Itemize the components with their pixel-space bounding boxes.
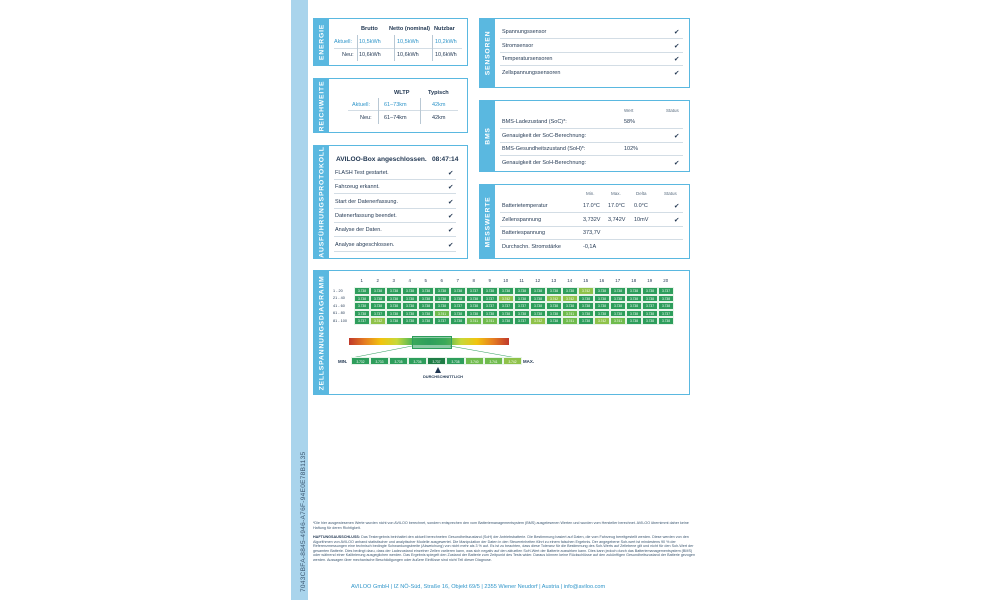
cell-voltage: 3.737 [370,310,386,318]
zell-panel [313,270,690,395]
energie-tab: ENERGIE [314,19,329,65]
grid-column-number: 6 [440,278,443,283]
cell-voltage: 3.737 [642,302,658,310]
reichweite-value: 61–74km [384,115,407,121]
protokoll-step: Fahrzeug erkannt. [335,184,380,191]
energie-value: 10,6kWh [359,52,381,58]
grid-column-number: 7 [456,278,459,283]
energie-value: 10,2kWh [435,39,457,45]
cell-voltage: 3.738 [386,287,402,295]
cell-voltage: 3.738 [354,287,370,295]
cell-voltage: 3.738 [386,310,402,318]
sensor-item: Spannungssensor [502,29,547,35]
reichweite-row-label: Aktuell: [352,102,371,108]
divider [334,208,456,209]
divider [394,35,395,61]
cell-voltage: 3.738 [450,287,466,295]
scale-value: 3.736 [408,357,427,365]
energie-col-nutzbar: Nutzbar [434,26,455,32]
divider [334,48,462,49]
messwerte-row-label: Batteriespannung [502,230,546,236]
bms-row-label: BMS-Gesundheitszustand (SoH)*: [502,146,586,152]
bms-row-value: 102% [624,146,639,152]
energie-value: 10,5kWh [359,39,381,45]
cell-voltage: 3.737 [354,317,370,325]
divider [500,226,683,227]
divider [334,251,456,252]
check-icon: ✔ [674,56,680,63]
grid-column-number: 12 [535,278,541,283]
reichweite-panel [313,78,468,133]
cell-voltage: 3.737 [498,302,514,310]
cell-voltage: 3.737 [434,317,450,325]
cell-voltage: 3.738 [354,302,370,310]
bms-row-label: Genauigkeit der SoH-Berechnung: [502,159,587,166]
energie-row-label: Aktuell: [334,39,353,45]
cell-voltage: 3.738 [370,287,386,295]
bms-col-wert: Wert [624,108,634,113]
messwerte-col-delta: Delta [636,191,647,196]
cell-voltage: 3.738 [498,310,514,318]
cell-voltage: 3.738 [578,317,594,325]
cell-voltage: 3.738 [562,287,578,295]
disclaimer-text: Das Testergebnis beinhaltet den aktuell berechneten Gesundheitszustand (SoH) der Antriebsbatterie. Die Bestimmung basiert auf Daten, die vom Fahrzeug bereitgestellt werden. Diese werden von den Algorithmen von AVILOO anhand statistischer und analytischer Modelle ausgewertet. Die Manipulation der Daten in den Steuereinheiten führt zu einem falschen Ergebnis. Der angegebene Soh-wert ist mindestens 90 % der Referenzmessungen eine technisch bedingte Schwankungsbreite (Abweichung) von nicht mehr als 3 % auf. Es ist zu beachten, dass diese Toleranz für die Bestimmung des Soh-Werts auf Zellebene gilt und nicht für den Soh-Wert der gesamten Batterie. Dies bedingt dazu, dass der Ladezustand einzelner Zellen variieren kann, was sich negativ auf den aktuellen SoH-Wert der Batterie auswirken kann. Dies kann jedoch durch das Batteriemanagementsystem (BMS) oder während einer Kalibrierung ausgeglichen werden. Das Ergebnis spiegelt den Zustand der Batterie zum Zeitpunkt des Tests wider. Daraus können keine Rückschlüsse auf den zukünftigen Gesundheitszustand der Batterie gezogen werden. Aussagen über mechanische Beschädigungen oder äußere Einflüsse sind nicht Teil dieser Diagnose. [313,535,696,562]
messwerte-col-min: Min. [586,191,595,196]
messwerte-tab: MESSWERTE [480,185,495,258]
messwerte-row-label: Batterietemperatur [502,203,548,209]
sensor-item: Zellspannungssensoren [502,69,561,76]
protokoll-panel [313,145,468,259]
grid-column-number: 16 [599,278,605,283]
protokoll-step: FLASH Test gestartet. [335,170,389,176]
protokoll-step: Datenerfassung beendet. [335,212,397,219]
cell-voltage: 3.738 [434,295,450,303]
sensor-item: Stromsensor [502,42,534,49]
cell-voltage: 3.738 [402,302,418,310]
protokoll-step: Analyse abgeschlossen. [335,241,395,248]
check-icon: ✔ [674,216,680,224]
cell-voltage: 3.741 [466,317,482,325]
divider [334,179,456,180]
cell-voltage: 3.737 [482,295,498,303]
cell-voltage: 3.737 [658,310,674,318]
messwerte-delta: 0.0°C [634,203,648,209]
cell-voltage: 3.738 [418,302,434,310]
cell-voltage: 3.741 [562,310,578,318]
bms-row-label: BMS-Ladezustand (SoC)*: [502,119,567,125]
grid-column-number: 8 [472,278,475,283]
scale-max-label: MAX. [523,359,534,364]
reichweite-col-wltp: WLTP [394,90,410,96]
divider [500,239,683,240]
reichweite-row-label: Neu: [360,115,372,121]
bms-row-value: 58% [624,119,636,125]
protokoll-step: Analyse der Daten. [335,227,382,234]
grid-row-label: 1 - 20 [333,288,343,293]
cell-voltage: 3.741 [434,310,450,318]
cell-voltage: 3.738 [418,287,434,295]
cell-voltage: 3.738 [466,302,482,310]
grid-row-label: 81 - 100 [333,318,347,323]
cell-voltage: 3.738 [530,310,546,318]
cell-voltage: 3.738 [354,310,370,318]
messwerte-max: 17.0°C [608,203,625,209]
energie-col-netto: Netto (nominal) [389,26,431,32]
check-icon: ✔ [674,69,680,77]
grid-row-label: 21 - 40 [333,296,345,300]
grid-column-number: 9 [488,278,491,283]
cell-voltage: 3.741 [482,317,498,325]
energie-col-brutto: Brutto [361,26,378,32]
grid-column-number: 1 [360,278,363,283]
protokoll-time: 08:47:14 [432,156,459,163]
grid-column-number: 2 [376,278,379,283]
check-icon: ✔ [674,203,680,210]
cell-voltage: 3.738 [386,295,402,303]
messwerte-col-status: Status [664,191,677,196]
reichweite-col-typisch: Typisch [428,90,449,96]
cell-voltage: 3.738 [450,317,466,325]
scale-min-label: MIN. [338,359,348,364]
cell-voltage: 3.738 [626,317,642,325]
grid-column-number: 19 [647,278,653,283]
cell-voltage: 3.738 [402,295,418,303]
cell-voltage: 3.738 [594,302,610,310]
cell-voltage: 3.738 [514,310,530,318]
scale-value: 3.732 [351,357,370,365]
report-page [291,0,704,600]
divider [357,35,358,61]
cell-voltage: 3.738 [562,302,578,310]
grid-column-number: 13 [551,278,557,283]
cell-voltage: 3.738 [578,310,594,318]
divider [500,212,683,213]
messwerte-delta: 10mV [634,216,649,223]
cell-voltage: 3.738 [658,295,674,303]
protokoll-title: AVILOO-Box angeschlossen. [336,156,427,163]
cell-voltage: 3.742 [370,317,386,325]
cell-voltage: 3.738 [402,287,418,295]
check-icon: ✔ [448,198,454,206]
cell-voltage: 3.738 [642,295,658,303]
divider [500,52,683,53]
disclaimer-title: HAFTUNGSAUSSCHLUSS: [313,535,361,539]
reichweite-tab: REICHWEITE [314,79,329,132]
grid-column-number: 4 [408,278,411,283]
protokoll-tab: AUSFÜHRUNGSPROTOKOLL [314,146,329,258]
messwerte-row-label: Zellenspannung [502,216,542,223]
cell-voltage: 3.737 [514,317,530,325]
messwerte-max: 3,742V [608,216,626,223]
bms-panel [479,100,690,172]
protokoll-step: Start der Datenerfassung. [335,198,398,205]
cell-voltage: 3.738 [610,287,626,295]
energie-value: 10,6kWh [435,52,457,58]
check-icon: ✔ [448,241,454,249]
cell-voltage: 3.738 [386,302,402,310]
divider [500,142,683,143]
cell-voltage: 3.741 [610,317,626,325]
cell-voltage: 3.738 [402,317,418,325]
cell-voltage: 3.738 [370,302,386,310]
messwerte-min: -0,1A [583,243,597,250]
cell-voltage: 3.741 [562,317,578,325]
check-icon: ✔ [674,159,680,167]
bms-col-status: Status [666,108,679,113]
cell-voltage: 3.737 [658,287,674,295]
cell-voltage: 3.742 [562,295,578,303]
grid-row-label: 61 - 80 [333,311,345,315]
grid-row-label: 41 - 60 [333,303,345,308]
scale-value: 3.735 [389,357,408,365]
cell-voltage: 3.738 [498,317,514,325]
cell-voltage: 3.738 [610,295,626,303]
vehicle-id: 7043CBFA-8845-4946-A76F-94E0E78B1135 [300,451,307,592]
cell-voltage: 3.738 [626,310,642,318]
check-icon: ✔ [448,184,454,192]
messwerte-col-max: Max. [611,191,621,196]
zell-tab: ZELLSPANNUNGSDIAGRAMM [314,271,329,394]
divider [334,222,456,223]
check-icon: ✔ [674,42,680,50]
footnote: *Die hier ausgewiesenen Werte wurden nicht von AVILOO berechnet, sondern entsprechen den vom Batteriemanagementsystem (BMS) ausgelesenen Werten und wurden vom Hersteller berechnet. AVILOO übernimmt daher keine Haftung für deren Richtigkeit. [313,521,689,530]
cell-voltage: 3.738 [626,287,642,295]
cell-voltage: 3.738 [658,317,674,325]
grid-column-number: 14 [567,278,573,283]
sensor-item: Temperatursensoren [502,56,553,62]
cell-voltage: 3.737 [482,302,498,310]
grid-column-number: 10 [503,278,509,283]
check-icon: ✔ [674,29,680,36]
cell-voltage: 3.738 [594,295,610,303]
divider [334,236,456,237]
divider [500,128,683,129]
cell-voltage: 3.738 [546,317,562,325]
grid-column-number: 5 [424,278,427,283]
check-icon: ✔ [448,227,454,235]
disclaimer [313,535,696,563]
grid-column-number: 11 [519,278,524,283]
cell-voltage: 3.742 [546,295,562,303]
cell-voltage: 3.738 [418,317,434,325]
messwerte-min: 17.0°C [583,203,600,209]
sensoren-panel [479,18,690,88]
cell-voltage: 3.737 [450,302,466,310]
cell-voltage: 3.738 [434,302,450,310]
energie-panel [313,18,468,66]
divider [334,193,456,194]
cell-voltage: 3.738 [626,295,642,303]
divider [500,38,683,39]
cell-voltage: 3.738 [514,295,530,303]
cell-voltage: 3.738 [386,317,402,325]
cell-voltage: 3.738 [354,295,370,303]
cell-voltage: 3.738 [498,287,514,295]
cell-voltage: 3.738 [610,310,626,318]
cell-voltage: 3.737 [466,287,482,295]
scale-value: 3.741 [484,357,503,365]
messwerte-panel [479,184,690,259]
cell-voltage: 3.738 [658,302,674,310]
cell-voltage: 3.742 [594,317,610,325]
cell-voltage: 3.738 [418,295,434,303]
cell-voltage: 3.738 [530,295,546,303]
scale-value: 3.733 [370,357,389,365]
check-icon: ✔ [674,132,680,140]
messwerte-row-label: Durchschn. Stromstärke [502,243,561,250]
cell-voltage: 3.738 [642,317,658,325]
divider [432,35,433,61]
cell-voltage: 3.738 [434,287,450,295]
average-marker-icon [435,367,441,373]
cell-voltage: 3.738 [546,302,562,310]
messwerte-min: 3,732V [583,216,601,223]
cell-voltage: 3.738 [450,295,466,303]
divider [500,65,683,66]
grid-column-number: 18 [631,278,637,283]
scale-value: 3.742 [503,357,522,365]
cell-voltage: 3.738 [418,310,434,318]
cell-voltage: 3.737 [514,302,530,310]
cell-voltage: 3.738 [546,287,562,295]
grid-column-number: 15 [583,278,589,283]
cell-voltage: 3.738 [514,287,530,295]
cell-voltage: 3.738 [642,287,658,295]
sensoren-tab: SENSOREN [480,19,495,87]
divider [420,98,421,124]
check-icon: ✔ [448,170,454,177]
company-address: AVILOO GmbH | IZ NÖ-Süd, Straße 16, Objekt 69/5 | 2355 Wiener Neudorf | Austria | info@aviloo.com [351,584,606,590]
cell-voltage: 3.738 [610,302,626,310]
cell-voltage: 3.738 [578,295,594,303]
scale-value: 3.737 [427,357,446,365]
cell-voltage: 3.738 [642,310,658,318]
reichweite-value: 42km [432,115,446,121]
cell-voltage: 3.738 [626,302,642,310]
cell-voltage: 3.738 [594,310,610,318]
cell-voltage: 3.742 [498,295,514,303]
energie-value: 10,5kWh [397,39,419,45]
cell-voltage: 3.738 [530,302,546,310]
grid-column-number: 3 [392,278,395,283]
cell-voltage: 3.738 [482,310,498,318]
cell-voltage: 3.738 [482,287,498,295]
cell-voltage: 3.738 [578,302,594,310]
bms-tab: BMS [480,101,495,171]
scale-value: 3.740 [465,357,484,365]
reichweite-value: 42km [432,102,446,108]
cell-voltage: 3.738 [546,310,562,318]
cell-voltage: 3.738 [530,287,546,295]
divider [348,110,458,111]
scale-value: 3.738 [446,357,465,365]
cell-voltage: 3.742 [578,287,594,295]
reichweite-value: 61–73km [384,102,407,108]
cell-voltage: 3.738 [466,310,482,318]
cell-voltage: 3.738 [370,295,386,303]
cell-voltage: 3.738 [402,310,418,318]
energie-row-label: Neu: [342,52,354,58]
divider [378,98,379,124]
grid-column-number: 17 [615,278,621,283]
check-icon: ✔ [448,212,454,220]
cell-voltage: 3.738 [450,310,466,318]
bms-row-label: Genauigkeit der SoC-Berechnung: [502,132,587,139]
energie-value: 10,6kWh [397,52,419,58]
cell-voltage: 3.738 [594,287,610,295]
cell-voltage: 3.738 [466,295,482,303]
average-label: DURCHSCHNITTLICH [423,374,463,379]
grid-column-number: 20 [663,278,669,283]
cell-voltage: 3.742 [530,317,546,325]
divider [500,155,683,156]
messwerte-min: 373,7V [583,230,601,236]
